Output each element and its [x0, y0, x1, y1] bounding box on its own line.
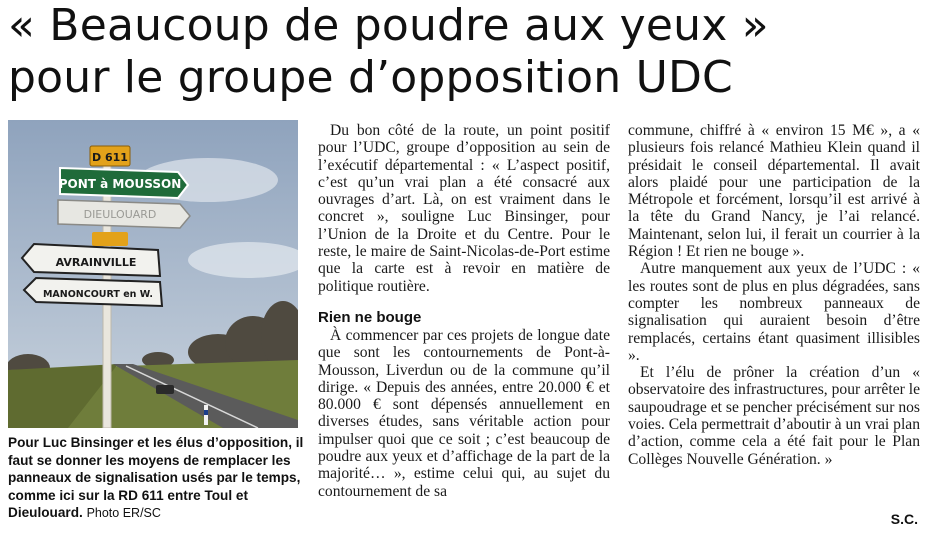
sign-dieulouard-text: DIEULOUARD	[83, 208, 157, 221]
paragraph-4: Et l’élu de prôner la création d’un « observatoire des infrastructures, pour arrêter le saupoudrage et se pencher précisément sur nos voies. Cela permettrait d’aboutir à un vrai plan d’action, comme cela a été fait pour le Plan Collèges Nouvelle Génération. »	[628, 364, 920, 468]
sign-avrainville-text: AVRAINVILLE	[55, 256, 137, 269]
subheading: Rien ne bouge	[318, 308, 422, 326]
paragraph-2: À commencer par ces projets de longue date que sont les contournements de Pont-à-Mousson, Liverdun ou de la commune qu’il dirige. « Depuis des années, entre 20.000 € et 80.000 € sont dépensés annuellement en diverses études, sans véritable action pour impulser quoi que ce soit ; c’est beaucoup de poudre aux yeux et d’affichage de la part de la majorité… », estime celui qui, au sujet du contournement de sa	[318, 326, 610, 500]
paragraph-3: Autre manquement aux yeux de l’UDC : « les routes sont de plus en plus dégradées, sans compter les nombreux panneaux de signalisation qui auraient besoin d’être remplacés, certains étant quasiment illisibles ».	[628, 260, 920, 364]
article-column-1	[318, 122, 610, 500]
headline-line-2: pour le groupe d’opposition UDC	[8, 52, 733, 103]
paragraph-2-continued: commune, chiffré à « environ 15 M€ », a « plusieurs fois relancé Mathieu Klein quand il présidait le conseil départemental. Il avait alors plaidé pour une participation de la Métropole et forcément, lorsqu’il est arrivé à la tête du Grand Nancy, je l’ai relancé. Maintenant, selon lui, il ferait un courrier à la Région ! Et rien ne bouge ».	[628, 122, 920, 261]
paragraph-1: Du bon côté de la route, un point positif pour l’UDC, groupe d’opposition au sein de l’exécutif départemental : « L’aspect positif, c’est qu’un vrai plan a été consacré aux ouvrages d’art. Là, on est vraiment dans le concret », souligne Luc Binsinger, pour l’Union de la Droite et du Centre. Pour le reste, le maire de Saint-Nicolas-de-Port estime que la carte est à revoir en matière de politique routière.	[318, 122, 610, 295]
road-signs-photo	[8, 120, 298, 428]
sign-pont-a-mousson-text: PONT à MOUSSON	[58, 177, 182, 191]
photo-credit: Photo ER/SC	[86, 506, 161, 520]
photo-illustration	[8, 120, 298, 428]
author-signature: S.C.	[890, 511, 918, 527]
photo-caption	[8, 434, 304, 523]
sign-manoncourt-text: MANONCOURT en W.	[42, 289, 154, 300]
car	[156, 385, 174, 394]
headline	[8, 0, 918, 104]
headline-line-1: « Beaucoup de poudre aux yeux »	[8, 0, 769, 51]
road-number-text: D 611	[92, 151, 128, 164]
caption-text: Pour Luc Binsinger et les élus d’opposition, il faut se donner les moyens de remplacer les panneaux de signalisation usés par le temps, comme ici sur la RD 611 entre Toul et Dieulouard.	[8, 435, 304, 520]
article-column-2	[628, 122, 920, 468]
